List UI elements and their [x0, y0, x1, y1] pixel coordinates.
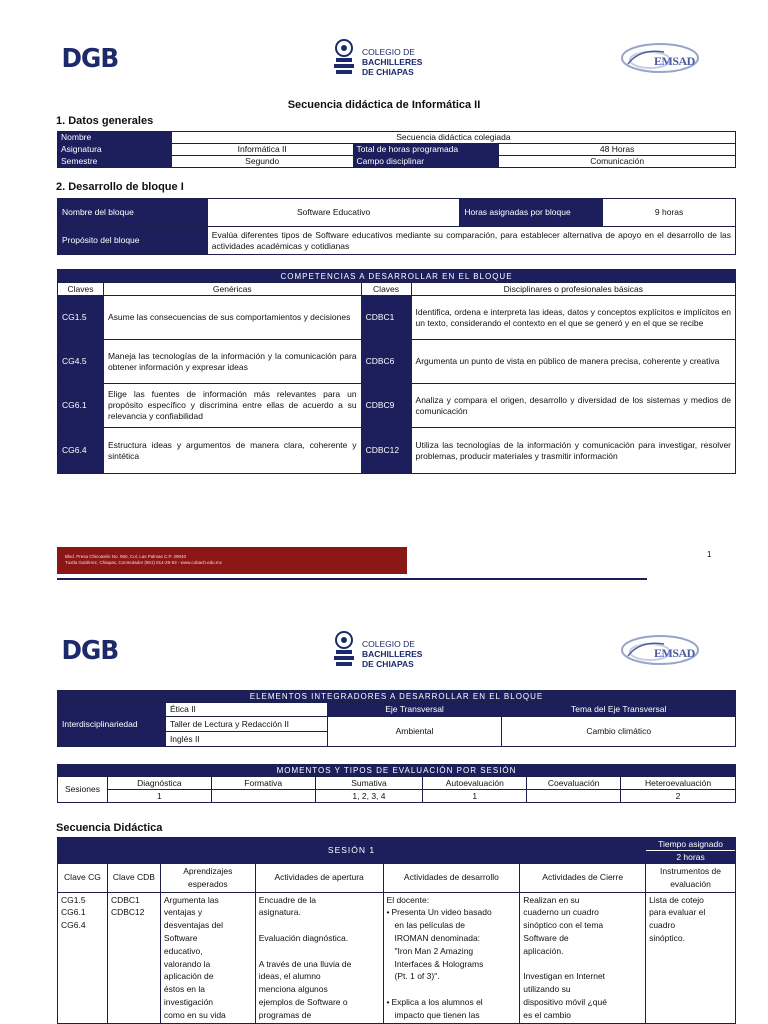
horas-bloque-label: Horas asignadas por bloque: [460, 199, 603, 227]
apertura-line: asignatura.: [258, 907, 301, 918]
table-row: [58, 270, 736, 283]
spacer: [259, 945, 380, 958]
col-cierre: Actividades de Cierre: [520, 864, 646, 893]
cierre-line: aplicación.: [523, 945, 564, 956]
col-formativa: Formativa: [211, 777, 315, 790]
list-item: [387, 996, 517, 1009]
competencias-banner: COMPETENCIAS A DESARROLLAR EN EL BLOQUE: [58, 270, 736, 283]
cobach-emblem-icon: [332, 630, 356, 670]
cierre-cell: [520, 892, 646, 1023]
clave-cdb-line: CDBC1: [110, 894, 140, 905]
aprendizajes-line: como en su vida: [163, 1009, 226, 1020]
emsad-logo: [620, 38, 710, 78]
heteroevaluacion-value: 2: [621, 790, 736, 803]
cobach-line-2: BACHILLERES: [362, 57, 423, 67]
elementos-integradores-banner: ELEMENTOS INTEGRADORES A DESARROLLAR EN EL BLOQUE: [58, 691, 736, 703]
col-diagnostica: Diagnóstica: [107, 777, 211, 790]
autoevaluacion-value: 1: [423, 790, 527, 803]
cobach-logo: [330, 34, 440, 82]
footer-address-line-1: Blvd. Presa Chicoasén No. 950, Col. Las Palmas C.P. 29040: [65, 554, 186, 559]
campo-value: Comunicación: [499, 156, 736, 168]
disciplinar-text: Utiliza las tecnologías de la información y comunicación para investigar, resolver problemas, producir materiales y trasmitir información: [411, 428, 735, 474]
datos-generales-table: [57, 131, 736, 168]
clave-cg-line: CG1.5: [61, 894, 86, 905]
emsad-logo-text: EMSAD: [654, 646, 695, 660]
desarrollo-line: impacto que tienen las: [394, 1009, 480, 1020]
col-apertura: Actividades de apertura: [255, 864, 383, 893]
dgb-logo: DGB: [61, 44, 119, 74]
generica-text: Elige las fuentes de información más relevantes para un propósito específico y discrimina entre ellas de acuerdo a su relevancia y confiabilidad: [103, 384, 361, 428]
clave-cd: CDBC1: [361, 296, 411, 340]
apertura-line: Evaluación diagnóstica.: [258, 932, 349, 943]
apertura-cell: [255, 892, 383, 1023]
table-row: [58, 144, 736, 156]
table-row: [58, 156, 736, 168]
clave-cdb-cell: [107, 892, 160, 1023]
clave-cg: CG4.5: [58, 340, 104, 384]
cierre-line: Software de: [523, 932, 569, 943]
table-row: [58, 428, 736, 474]
desarrollo-bloque-heading: 2. Desarrollo de bloque I: [56, 181, 184, 193]
clave-cd: CDBC12: [361, 428, 411, 474]
asignatura-integradora: Ética II: [165, 703, 327, 717]
table-row: [58, 283, 736, 296]
col-sumativa: Sumativa: [315, 777, 423, 790]
apertura-line: ideas, el alumno: [258, 971, 321, 982]
col-disciplinares: Disciplinares o profesionales básicas: [411, 283, 735, 296]
tiempo-asignado-label: Tiempo asignado: [646, 838, 735, 851]
table-row: [58, 227, 736, 255]
table-row: [58, 765, 736, 777]
cobach-line-3: DE CHIAPAS: [362, 659, 414, 669]
cierre-line: es el cambio: [523, 1009, 572, 1020]
emsad-logo: [620, 630, 710, 670]
desarrollo-bloque-table: [57, 198, 736, 255]
nombre-bloque-value: Software Educativo: [207, 199, 460, 227]
instrumentos-cell: [646, 892, 736, 1023]
cobach-line-3: DE CHIAPAS: [362, 67, 414, 77]
secuencia-didactica-heading: Secuencia Didáctica: [56, 822, 163, 834]
aprendizajes-line: Argumenta las: [163, 894, 219, 905]
interdisciplinariedad-label: Interdisciplinariedad: [58, 703, 166, 747]
cierre-line: Realizan en su: [523, 894, 580, 905]
desarrollo-list: [387, 906, 517, 919]
apertura-line: ejemplos de Software o: [258, 996, 348, 1007]
spacer: [387, 983, 517, 996]
table-row: [58, 340, 736, 384]
document-title: Secuencia didáctica de Informática II: [287, 99, 481, 111]
instrumentos-line: cuadro: [649, 920, 676, 931]
spacer: [523, 958, 642, 971]
col-claves-2: Claves: [361, 283, 411, 296]
desarrollo-cell: [383, 892, 520, 1023]
table-row: [58, 703, 736, 717]
sumativa-value: 1, 2, 3, 4: [315, 790, 423, 803]
cierre-line: dispositivo móvil ¿qué: [523, 996, 607, 1007]
desarrollo-line: en las películas de: [394, 920, 465, 931]
table-row: [58, 691, 736, 703]
aprendizajes-line: valorando la: [163, 958, 211, 969]
nombre-bloque-label: Nombre del bloque: [58, 199, 208, 227]
generica-text: Maneja las tecnologías de la información y la comunicación para obtener información y expresar ideas: [103, 340, 361, 384]
cierre-line: cuaderno un cuadro: [523, 907, 599, 918]
col-instrumentos: Instrumentos de evaluación: [646, 864, 736, 893]
asignatura-value: Informática II: [171, 144, 353, 156]
desarrollo-line: (Pt. 1 of 3)".: [394, 971, 440, 982]
cierre-line: sinóptico con el tema: [523, 920, 604, 931]
tema-eje-label: Tema del Eje Transversal: [502, 703, 736, 717]
total-horas-value: 48 Horas: [499, 144, 736, 156]
generica-text: Estructura ideas y argumentos de manera clara, coherente y sintética: [103, 428, 361, 474]
spacer: [259, 919, 380, 932]
disciplinar-text: Argumenta un punto de vista en público de manera precisa, coherente y creativa: [411, 340, 735, 384]
asignatura-label: Asignatura: [58, 144, 172, 156]
col-autoevaluacion: Autoevaluación: [423, 777, 527, 790]
eje-transversal-label: Eje Transversal: [327, 703, 502, 717]
footer-divider: [57, 578, 647, 580]
desarrollo-line: Interfaces & Holograms: [394, 958, 484, 969]
nombre-label: Nombre: [58, 132, 172, 144]
formativa-value: [211, 790, 315, 803]
table-row: [58, 296, 736, 340]
total-horas-label: Total de horas programada: [353, 144, 499, 156]
apertura-line: menciona algunos: [258, 984, 328, 995]
coevaluacion-value: [527, 790, 621, 803]
cobach-emblem-icon: [332, 38, 356, 78]
datos-generales-heading: 1. Datos generales: [56, 115, 154, 127]
dgb-logo: DGB: [61, 636, 119, 666]
tiempo-asignado-cell: [646, 838, 736, 864]
aprendizajes-line: educativo,: [163, 945, 203, 956]
momentos-evaluacion-table: [57, 764, 736, 803]
page-number: 1: [707, 550, 712, 559]
aprendizajes-cell: [160, 892, 255, 1023]
clave-cg-cell: [58, 892, 108, 1023]
cobach-logo: [330, 626, 440, 674]
aprendizajes-line: éstos en la: [163, 984, 206, 995]
campo-label: Campo disciplinar: [353, 156, 499, 168]
cierre-line: Investigan en Internet: [523, 971, 606, 982]
desarrollo-continuation: [387, 1009, 517, 1022]
sesiones-label: Sesiones: [58, 777, 108, 803]
eje-transversal-value: Ambiental: [327, 717, 502, 747]
aprendizajes-line: desventajas del: [163, 920, 223, 931]
list-item: [387, 906, 517, 919]
table-row: [58, 132, 736, 144]
momentos-banner: MOMENTOS Y TIPOS DE EVALUACIÓN POR SESIÓN: [58, 765, 736, 777]
col-genericas: Genéricas: [103, 283, 361, 296]
disciplinar-text: Identifica, ordena e interpreta las ideas, datos y conceptos explícitos e implícitos en un texto, considerando el contexto en el que se generó y en el que se recibe: [411, 296, 735, 340]
cobach-line-1: COLEGIO DE: [362, 47, 415, 57]
desarrollo-line: IROMAN denominada:: [394, 932, 481, 943]
table-row: [58, 838, 736, 864]
clave-cd: CDBC9: [361, 384, 411, 428]
desarrollo-line: "Iron Man 2 Amazing: [394, 945, 474, 956]
desarrollo-line: Presenta Un video basado: [391, 907, 492, 918]
page-header-2: [0, 622, 768, 682]
aprendizajes-line: aplicación de: [163, 971, 214, 982]
aprendizajes-line: investigación: [163, 996, 214, 1007]
emsad-logo-text: EMSAD: [654, 54, 695, 68]
secuencia-didactica-table: [57, 837, 736, 1024]
col-claves: Claves: [58, 283, 104, 296]
footer-address-line-2: Tuxtla Gutiérrez, Chiapas, Conmutador (961) 614-25-53 - www.cobach.edu.mx: [65, 560, 222, 565]
proposito-value: Evalúa diferentes tipos de Software educativos mediante su comparación, para establecer alternativa de apoyo en el desarrollo de las actividades académicas y cotidianas: [207, 227, 735, 255]
col-coevaluacion: Coevaluación: [527, 777, 621, 790]
apertura-line: programas de: [258, 1009, 312, 1020]
table-row: [58, 777, 736, 790]
col-aprendizajes: Aprendizajes esperados: [160, 864, 255, 893]
aprendizajes-line: Software: [163, 932, 198, 943]
desarrollo-intro: El docente:: [386, 894, 430, 905]
clave-cg-line: CG6.1: [61, 907, 86, 918]
diagnostica-value: 1: [107, 790, 211, 803]
clave-cd: CDBC6: [361, 340, 411, 384]
table-row: [58, 199, 736, 227]
col-clave-cg: Clave CG: [58, 864, 108, 893]
elementos-integradores-table: [57, 690, 736, 747]
nombre-value: Secuencia didáctica colegiada: [171, 132, 735, 144]
instrumentos-line: sinóptico.: [649, 932, 685, 943]
aprendizajes-line: ventajas y: [163, 907, 203, 918]
proposito-label: Propósito del bloque: [58, 227, 208, 255]
table-row: [58, 864, 736, 893]
tema-eje-value: Cambio climático: [502, 717, 736, 747]
page-header: [0, 30, 768, 90]
instrumentos-line: Lista de cotejo: [649, 894, 704, 905]
col-desarrollo: Actividades de desarrollo: [383, 864, 520, 893]
generica-text: Asume las consecuencias de sus comportamientos y decisiones: [103, 296, 361, 340]
desarrollo-line: Explica a los alumnos el: [391, 996, 483, 1007]
table-row: [58, 790, 736, 803]
horas-bloque-value: 9 horas: [603, 199, 736, 227]
col-heteroevaluacion: Heteroevaluación: [621, 777, 736, 790]
sesion-banner: SESIÓN 1: [58, 838, 646, 864]
cobach-line-1: COLEGIO DE: [362, 639, 415, 649]
competencias-table: [57, 269, 736, 474]
footer-address-bar: [57, 547, 407, 574]
semestre-value: Segundo: [171, 156, 353, 168]
desarrollo-list: [387, 996, 517, 1009]
clave-cg: CG6.1: [58, 384, 104, 428]
col-clave-cdb: Clave CDB: [107, 864, 160, 893]
table-row: [58, 384, 736, 428]
instrumentos-line: para evaluar el: [649, 907, 706, 918]
desarrollo-continuation: [387, 919, 517, 983]
clave-cg-line: CG6.4: [61, 920, 86, 931]
clave-cg: CG1.5: [58, 296, 104, 340]
apertura-line: A través de una lluvia de: [258, 958, 352, 969]
clave-cg: CG6.4: [58, 428, 104, 474]
apertura-line: Encuadre de la: [258, 894, 316, 905]
table-row: [58, 892, 736, 1023]
semestre-label: Semestre: [58, 156, 172, 168]
asignatura-integradora: Taller de Lectura y Redacción II: [165, 717, 327, 732]
cobach-line-2: BACHILLERES: [362, 649, 423, 659]
asignatura-integradora: Inglés II: [165, 732, 327, 747]
cierre-line: utilizando su: [523, 984, 571, 995]
tiempo-asignado-value: 2 horas: [676, 852, 705, 862]
clave-cdb-line: CDBC12: [110, 907, 145, 918]
disciplinar-text: Analiza y compara el origen, desarrollo y diversidad de los sistemas y medios de comunicación: [411, 384, 735, 428]
